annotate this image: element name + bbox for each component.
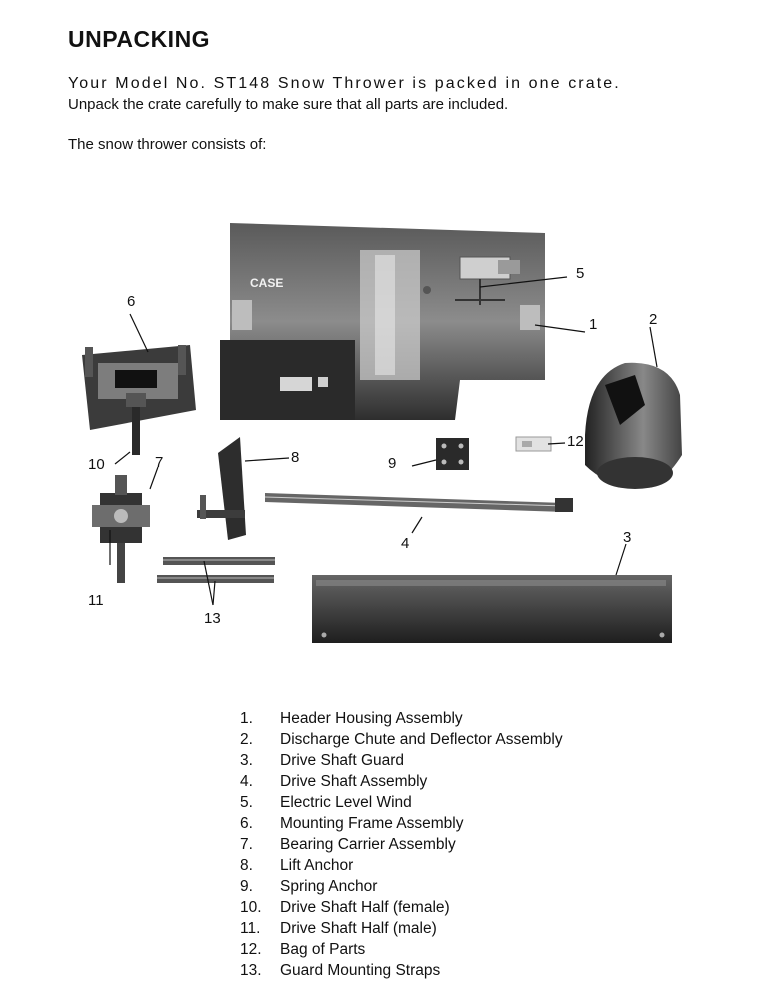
item-name: Mounting Frame Assembly [280,815,464,832]
callout-8: 8 [291,449,300,466]
list-item [236,813,563,834]
callout-2: 2 [649,311,658,328]
parts-photo [60,205,720,660]
callout-6: 6 [127,293,136,310]
callout-1: 1 [589,316,598,333]
item-name: Header Housing Assembly [280,710,463,727]
bearing-carrier-assembly [92,475,150,583]
list-item [236,960,563,981]
list-item [236,708,563,729]
list-item [236,939,563,960]
bag-of-parts [516,437,551,451]
callout-13: 13 [204,610,221,627]
item-number: 3. [240,752,253,769]
guard-mounting-straps [157,557,275,583]
item-name: Lift Anchor [280,857,354,874]
consists-of-text: The snow thrower consists of: [68,136,267,153]
list-item [236,897,563,918]
spring-anchor [436,438,469,470]
discharge-chute-deflector [585,363,682,489]
callout-7: 7 [155,454,164,471]
list-item [236,855,563,876]
item-name: Spring Anchor [280,878,378,895]
item-number: 13. [240,962,262,979]
callout-9: 9 [388,455,397,472]
drive-shaft-assembly [265,493,573,512]
item-number: 4. [240,773,253,790]
list-item [236,750,563,771]
item-name: Drive Shaft Assembly [280,773,428,790]
page-title: UNPACKING [68,26,211,52]
case-logo-text: CASE [250,276,284,290]
intro-line-1: Your Model No. ST148 Snow Thrower is packed in one crate. [68,75,621,92]
callout-3: 3 [623,529,632,546]
list-item [236,792,563,813]
list-item [236,729,563,750]
parts-illustration [60,205,720,660]
item-name: Drive Shaft Guard [280,752,405,769]
item-number: 11. [240,920,261,937]
item-number: 6. [240,815,253,832]
item-number: 10. [240,899,262,916]
header-housing-assembly [220,223,545,420]
item-number: 8. [240,857,253,874]
item-number: 5. [240,794,253,811]
callout-10: 10 [88,456,105,473]
parts-list [236,708,563,981]
item-name: Electric Level Wind [280,794,412,811]
item-name: Drive Shaft Half (male) [280,920,437,937]
callout-11: 11 [88,592,104,609]
callout-5: 5 [576,265,585,282]
item-number: 9. [240,878,253,895]
callout-4: 4 [401,535,410,552]
item-number: 1. [240,710,253,727]
mounting-frame-assembly [82,345,196,455]
list-item [236,834,563,855]
callout-12: 12 [567,433,584,450]
item-name: Bearing Carrier Assembly [280,836,456,853]
drive-shaft-guard [312,575,672,643]
list-item [236,771,563,792]
intro-line-2: Unpack the crate carefully to make sure that all parts are included. [68,96,509,113]
item-number: 2. [240,731,253,748]
lift-anchor [197,437,246,540]
item-name: Drive Shaft Half (female) [280,899,450,916]
item-name: Guard Mounting Straps [280,962,441,979]
item-number: 7. [240,836,253,853]
item-name: Bag of Parts [280,941,366,958]
item-number: 12. [240,941,262,958]
item-name: Discharge Chute and Deflector Assembly [280,731,563,748]
list-item [236,918,563,939]
list-item [236,876,563,897]
